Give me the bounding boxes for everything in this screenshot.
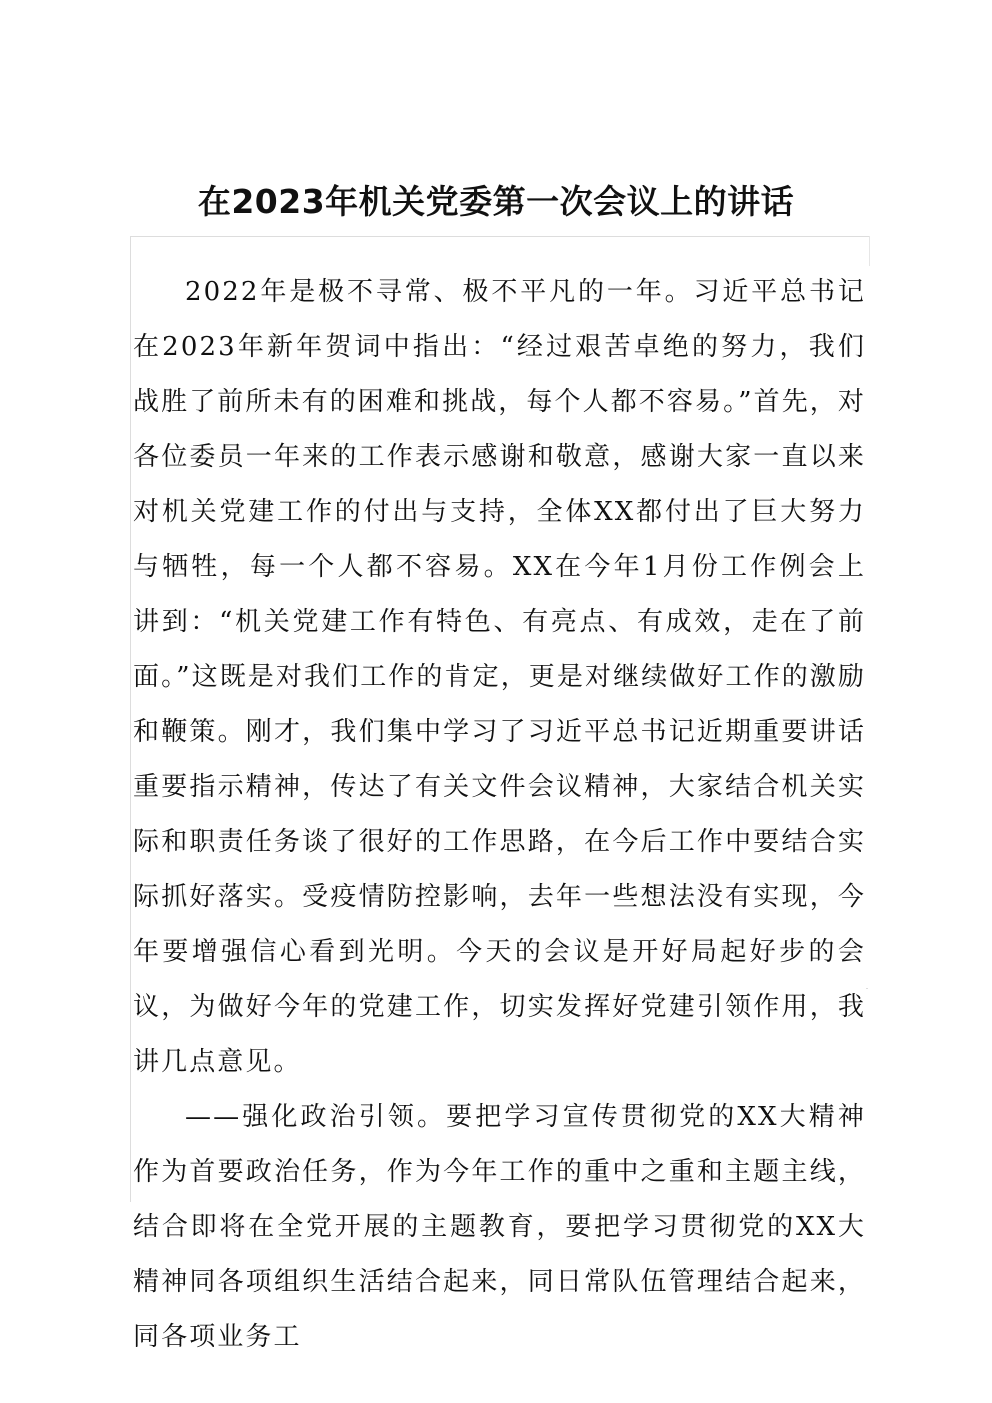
document-title: 在2023年机关党委第一次会议上的讲话 [197, 182, 795, 221]
paragraph-political-guidance: ——强化政治引领。要把学习宣传贯彻党的XX大精神作为首要政治任务，作为今年工作的重中之重和主题主线，结合即将在全党开展的主题教育，要把学习贯彻党的XX大精神同各项组织生活结合起来，同日常队伍管理结合起来，同各项业务工 [133, 1102, 866, 1352]
text-frame-right-mark [869, 236, 870, 266]
text-frame-top-border [130, 236, 870, 237]
text-frame-left-border [130, 236, 131, 1202]
text-frame-corner-mark [866, 988, 868, 989]
paragraph-intro: 2022年是极不寻常、极不平凡的一年。习近平总书记在2023年新年贺词中指出：“经过艰苦卓绝的努力，我们战胜了前所未有的困难和挑战，每个人都不容易。”首先，对各位委员一年来的工作表示感谢和敬意，感谢大家一直以来对机关党建工作的付出与支持，全体XX都付出了巨大努力与牺牲，每一个人都不容易。XX在今年1月份工作例会上讲到：“机关党建工作有特色、有亮点、有成效，走在了前面。”这既是对我们工作的肯定，更是对继续做好工作的激励和鞭策。刚才，我们集中学习了习近平总书记近期重要讲话重要指示精神，传达了有关文件会议精神，大家结合机关实际和职责任务谈了很好的工作思路，在今后工作中要结合实际抓好落实。受疫情防控影响，去年一些想法没有实现，今年要增强信心看到光明。今天的会议是开好局起好步的会议，为做好今年的党建工作，切实发挥好党建引领作用，我讲几点意见。 [133, 277, 866, 1077]
document-body [133, 265, 866, 1365]
